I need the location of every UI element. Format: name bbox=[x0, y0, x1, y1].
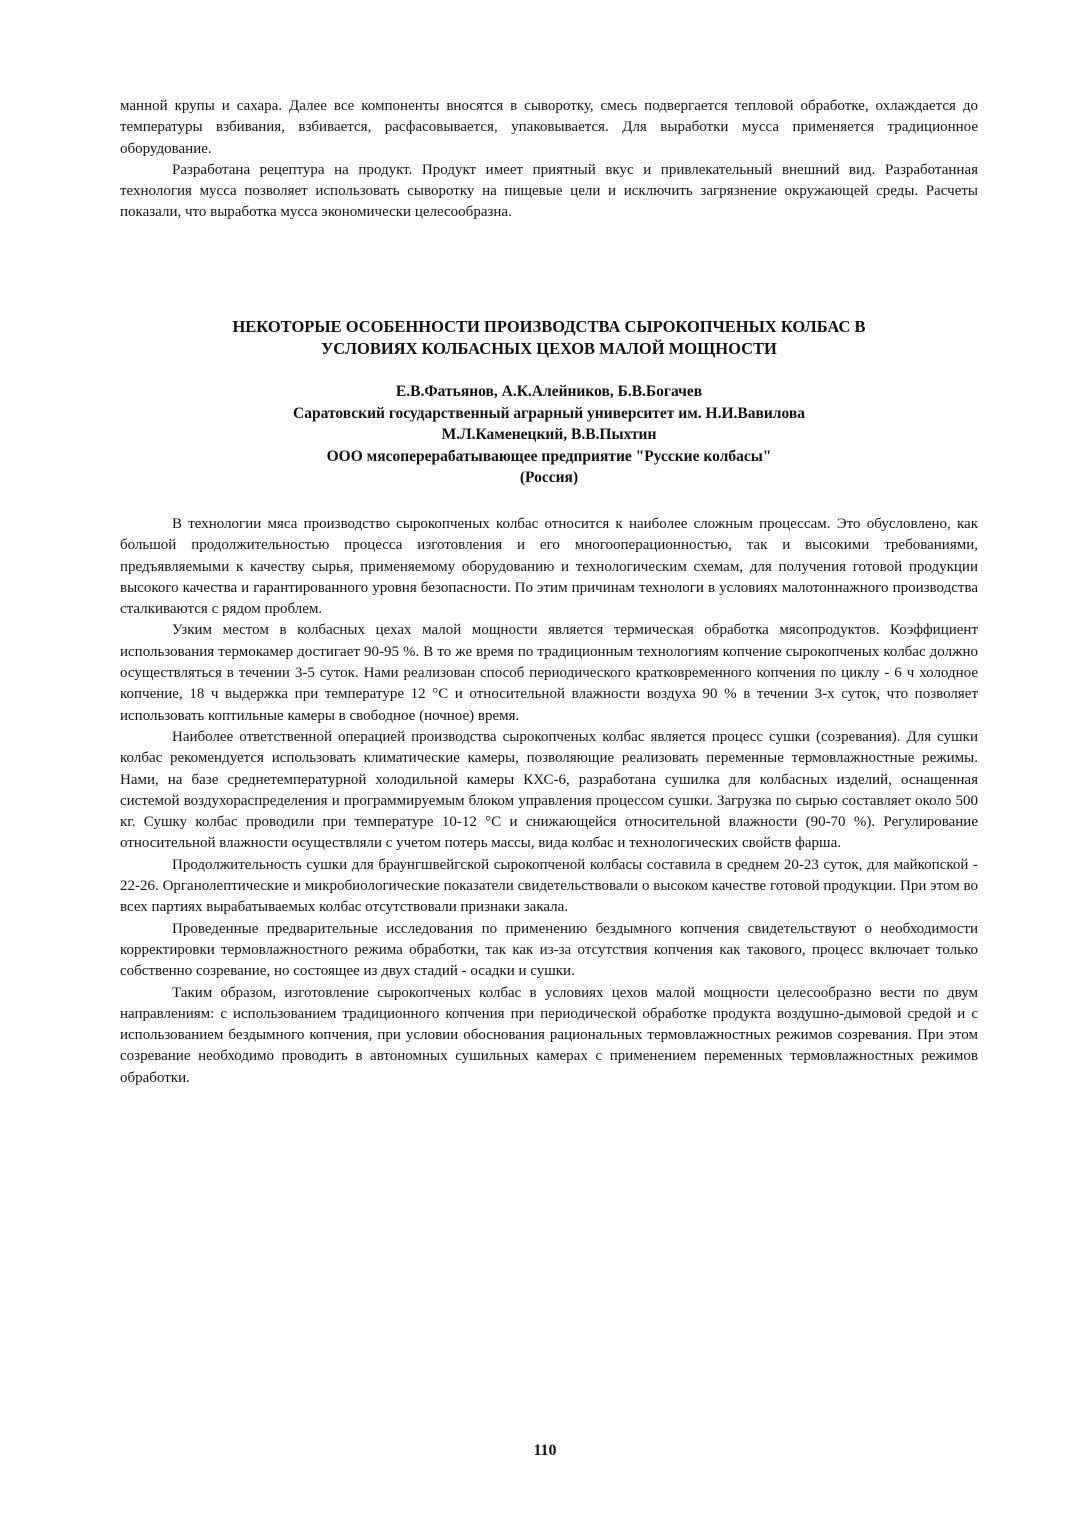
country-line: (Россия) bbox=[519, 469, 579, 486]
authors-line: Е.В.Фатьянов, А.К.Алейников, Б.В.Богачев bbox=[395, 383, 703, 400]
title-line: УСЛОВИЯХ КОЛБАСНЫХ ЦЕХОВ МАЛОЙ МОЩНОСТИ bbox=[321, 339, 777, 358]
article-title bbox=[120, 316, 978, 360]
paragraph: Узким местом в колбасных цехах малой мощности является термическая обработка мясопродуктов. Коэффициент использования термокамер достигает 90-95 %. В то же время по традиционным технологиям копчение сырокопченых колбас должно осуществляться в течении 3-5 суток. Нами реализован способ периодического кратковременного копчения по циклу - 6 ч холодное копчение, 18 ч выдержка при температуре 12 °С и относительной влажности воздуха 90 % в течении 3-х суток, что позволяет использовать коптильные камеры в свободное (ночное) время. bbox=[120, 622, 978, 724]
paragraph: Разработана рецептура на продукт. Продукт имеет приятный вкус и привлекательный внешний вид. Разработанная технология мусса позволяет использовать сыворотку на пищевые цели и исключить загрязнение окружающей среды. Расчеты показали, что выработка мусса экономически целесообразна. bbox=[120, 161, 978, 221]
paragraph: Наиболее ответственной операцией производства сырокопченых колбас является процесс сушки (созревания). Для сушки колбас рекомендуется использовать климатические камеры, позволяющие реализовать переменные термовлажностные режимы. Нами, на базе среднетемпературной холодильной камеры КХС-6, разработана сушилка для колбасных изделий, оснащенная системой воздухораспределения и программируемым блоком управления процессом сушки. Загрузка по сырью составляет около 500 кг. Сушку колбас проводили при температуре 10-12 °С и снижающейся относительной влажности (90-70 %). Регулирование относительной влажности осуществляли с учетом потерь массы, вида колбас и технологических свойств фарша. bbox=[120, 728, 978, 852]
paragraph: Проведенные предварительные исследования по применению бездымного копчения свидетельствуют о необходимости корректировки термовлажностного режима обработки, так как из-за отсутствия копчения как такового, процесс включает только собственно созревание, но состоящее из двух стадий - осадки и сушки. bbox=[120, 920, 978, 980]
previous-article-ending bbox=[120, 96, 978, 224]
affiliation-line: ООО мясоперерабатывающее предприятие "Русские колбасы" bbox=[326, 447, 772, 465]
paragraph: Продолжительность сушки для браунгшвейгской сырокопченой колбасы составила в среднем 20-23 суток, для майкопской - 22-26. Органолептические и микробиологические показатели свидетельствовали о высоком качестве готовой продукции. При этом во всех партиях вырабатываемых колбас отсутствовали признаки закала. bbox=[120, 856, 978, 916]
paragraph: Таким образом, изготовление сырокопченых колбас в условиях цехов малой мощности целесообразно вести по двум направлениям: с использованием традиционного копчения при периодической обработке продукта воздушно-дымовой средой и с использованием бездымного копчения, при условии обоснования рациональных термовлажностных режимов созревания. При этом созревание необходимо проводить в автономных сушильных камерах с применением переменных термовлажностных режимов обработки. bbox=[120, 984, 978, 1086]
paragraph: манной крупы и сахара. Далее все компоненты вносятся в сыворотку, смесь подвергается тепловой обработке, охлаждается до температуры взбивания, взбивается, расфасовывается, упаковывается. Для выработки мусса применяется традиционное оборудование. bbox=[120, 98, 978, 157]
authors-line: М.Л.Каменецкий, В.В.Пыхтин bbox=[441, 426, 657, 443]
page-number: 110 bbox=[533, 1442, 557, 1459]
article-body bbox=[120, 514, 978, 1089]
paragraph: В технологии мяса производство сырокопченых колбас относится к наиболее сложным процессам. Это обусловлено, как большой продолжительностью процесса изготовления и его многооперационностью, так и высокими требованиями, предъявляемыми к качеству сырья, применяемому оборудованию и технологическим схемам, для получения готовой продукции высокого качества и гарантированного уровня безопасности. По этим причинам технологи в условиях малотоннажного производства сталкиваются с рядом проблем. bbox=[120, 516, 978, 618]
affiliation-line: Саратовский государственный аграрный университет им. Н.И.Вавилова bbox=[293, 404, 805, 422]
title-line: НЕКОТОРЫЕ ОСОБЕННОСТИ ПРОИЗВОДСТВА СЫРОКОПЧЕНЫХ КОЛБАС В bbox=[232, 317, 866, 336]
author-block bbox=[120, 381, 978, 489]
